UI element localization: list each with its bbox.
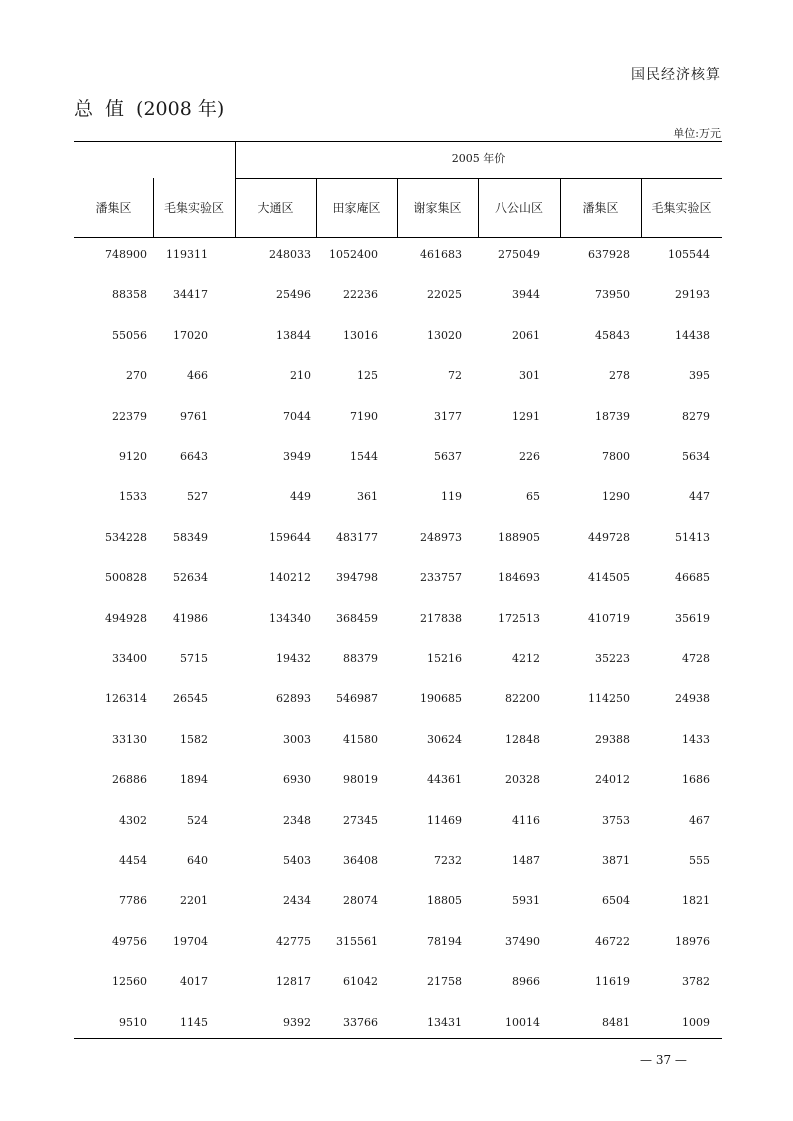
table-cell: 4454	[119, 854, 147, 867]
table-cell: 546987	[336, 692, 378, 706]
table-cell: 119	[441, 490, 462, 504]
table-cell: 26545	[173, 692, 208, 706]
table-cell: 18739	[595, 409, 630, 423]
table-cell: 6930	[283, 773, 311, 787]
table-cell: 33766	[343, 1015, 378, 1029]
table-cell: 1145	[180, 1015, 208, 1029]
table-cell: 1544	[350, 450, 378, 463]
table-cell: 35223	[595, 652, 630, 665]
table-cell: 1290	[602, 490, 630, 504]
table-cell: 78194	[427, 934, 462, 948]
table-cell: 527	[187, 490, 208, 504]
title-char-2: 值	[105, 98, 125, 120]
table-cell: 5637	[434, 450, 462, 463]
table-cell: 41986	[173, 611, 208, 625]
table-cell: 19704	[173, 934, 208, 948]
table-cell: 11619	[595, 975, 630, 989]
table-cell: 395	[689, 369, 710, 383]
table-cell: 301	[519, 369, 540, 383]
price-basis-label: 2005 年价	[451, 152, 506, 165]
table-cell: 172513	[498, 611, 540, 625]
table-cell: 1291	[512, 409, 540, 423]
table-cell: 61042	[343, 975, 378, 989]
table-cell: 1533	[119, 490, 147, 504]
table-cell: 33130	[112, 732, 147, 746]
table-cell: 275049	[498, 248, 540, 261]
table-cell: 1009	[682, 1015, 710, 1029]
column-header: 毛集实验区	[163, 201, 224, 215]
table-cell: 28074	[343, 894, 378, 908]
table-cell: 4728	[682, 652, 710, 665]
table-cell: 10014	[505, 1015, 540, 1029]
table-cell: 36408	[343, 854, 378, 867]
table-cell: 188905	[498, 530, 540, 544]
table-cell: 5715	[180, 652, 208, 665]
table-cell: 361	[357, 490, 378, 504]
table-cell: 42775	[276, 934, 311, 948]
table-cell: 114250	[588, 692, 630, 706]
table-cell: 159644	[269, 530, 311, 544]
table-cell: 15216	[427, 652, 462, 665]
table-cell: 13431	[427, 1015, 462, 1029]
table-cell: 126314	[105, 692, 147, 706]
table-cell: 555	[689, 854, 710, 867]
table-cell: 20328	[505, 773, 540, 787]
table-cell: 637928	[588, 248, 630, 261]
table-cell: 483177	[336, 530, 378, 544]
table-cell: 18976	[675, 934, 710, 948]
table-cell: 30624	[427, 732, 462, 746]
table-cell: 210	[290, 369, 311, 383]
table-cell: 55056	[112, 328, 147, 342]
table-cell: 3753	[602, 813, 630, 827]
table-cell: 524	[187, 813, 208, 827]
table-cell: 46685	[675, 571, 710, 585]
table-cell: 88358	[112, 288, 147, 302]
column-header: 田家庵区	[332, 201, 381, 215]
table-cell: 46722	[595, 934, 630, 948]
table-cell: 270	[126, 369, 147, 383]
header-rule-lower	[74, 237, 722, 238]
table-cell: 7786	[119, 894, 147, 908]
table-cell: 1433	[682, 732, 710, 746]
table-cell: 4302	[119, 813, 147, 827]
table-bottom-rule	[74, 1038, 722, 1039]
table-cell: 25496	[276, 288, 311, 302]
table-cell: 51413	[675, 530, 710, 544]
table-cell: 7044	[283, 409, 311, 423]
table-cell: 4212	[512, 652, 540, 665]
table-cell: 72	[448, 369, 462, 383]
table-cell: 13844	[276, 328, 311, 342]
table-cell: 184693	[498, 571, 540, 585]
column-header: 潘集区	[95, 201, 132, 215]
table-cell: 13020	[427, 328, 462, 342]
table-cell: 12817	[276, 975, 311, 989]
table-cell: 8966	[512, 975, 540, 989]
table-cell: 1686	[682, 773, 710, 787]
table-cell: 2201	[180, 894, 208, 908]
column-header: 谢家集区	[413, 201, 462, 215]
table-cell: 226	[519, 450, 540, 463]
table-cell: 248033	[269, 248, 311, 261]
table-cell: 82200	[505, 692, 540, 706]
column-header: 大通区	[257, 201, 294, 215]
unit-label: 单位:万元	[673, 127, 721, 140]
table-cell: 27345	[343, 813, 378, 827]
table-cell: 7232	[434, 854, 462, 867]
table-cell: 3944	[512, 288, 540, 302]
table-cell: 1487	[512, 854, 540, 867]
table-cell: 34417	[173, 288, 208, 302]
table-cell: 278	[609, 369, 630, 383]
title-year: (2008 年)	[136, 98, 225, 120]
table-cell: 315561	[336, 934, 378, 948]
table-cell: 2434	[283, 894, 311, 908]
table-cell: 534228	[105, 530, 147, 544]
table-cell: 414505	[588, 571, 630, 585]
table-cell: 248973	[420, 530, 462, 544]
table-cell: 98019	[343, 773, 378, 787]
table-cell: 24012	[595, 773, 630, 787]
table-cell: 125	[357, 369, 378, 383]
page-title	[74, 94, 224, 121]
table-cell: 41580	[343, 732, 378, 746]
table-cell: 3003	[283, 732, 311, 746]
table-cell: 466	[187, 369, 208, 383]
table-cell: 461683	[420, 248, 462, 261]
table-cell: 49756	[112, 934, 147, 948]
table-cell: 1582	[180, 732, 208, 746]
table-cell: 21758	[427, 975, 462, 989]
table-cell: 8481	[602, 1015, 630, 1029]
table-cell: 447	[689, 490, 710, 504]
table-cell: 9392	[283, 1015, 311, 1029]
table-cell: 7190	[350, 409, 378, 423]
table-cell: 29388	[595, 732, 630, 746]
table-top-rule	[74, 141, 722, 142]
table-cell: 88379	[343, 652, 378, 665]
table-cell: 12848	[505, 732, 540, 746]
table-cell: 449	[290, 490, 311, 504]
table-cell: 11469	[427, 813, 462, 827]
table-cell: 140212	[269, 571, 311, 585]
table-cell: 2348	[283, 813, 311, 827]
page-number: — 37 —	[640, 1053, 687, 1067]
table-cell: 19432	[276, 652, 311, 665]
title-char-1: 总	[74, 98, 94, 120]
table-cell: 5403	[283, 854, 311, 867]
table-cell: 26886	[112, 773, 147, 787]
table-cell: 6504	[602, 894, 630, 908]
table-cell: 640	[187, 854, 208, 867]
table-cell: 12560	[112, 975, 147, 989]
table-cell: 22025	[427, 288, 462, 302]
table-cell: 58349	[173, 530, 208, 544]
table-cell: 494928	[105, 611, 147, 625]
table-cell: 410719	[588, 611, 630, 625]
table-cell: 44361	[427, 773, 462, 787]
table-cell: 500828	[105, 571, 147, 585]
table-cell: 35619	[675, 611, 710, 625]
table-cell: 233757	[420, 571, 462, 585]
table-cell: 190685	[420, 692, 462, 706]
table-cell: 4116	[512, 813, 540, 827]
table-cell: 8279	[682, 409, 710, 423]
table-cell: 1894	[180, 773, 208, 787]
table-cell: 134340	[269, 611, 311, 625]
table-cell: 119311	[166, 248, 208, 261]
table-cell: 45843	[595, 328, 630, 342]
table-cell: 3949	[283, 450, 311, 463]
table-cell: 748900	[105, 248, 147, 261]
table-cell: 1821	[682, 894, 710, 908]
table-cell: 22236	[343, 288, 378, 302]
table-cell: 33400	[112, 652, 147, 665]
table-cell: 62893	[276, 692, 311, 706]
table-cell: 3782	[682, 975, 710, 989]
table-cell: 22379	[112, 409, 147, 423]
table-cell: 449728	[588, 530, 630, 544]
table-cell: 9120	[119, 450, 147, 463]
table-cell: 2061	[512, 328, 540, 342]
table-cell: 52634	[173, 571, 208, 585]
section-header: 国民经济核算	[631, 67, 721, 83]
table-cell: 73950	[595, 288, 630, 302]
table-cell: 6643	[180, 450, 208, 463]
table-cell: 368459	[336, 611, 378, 625]
table-cell: 5931	[512, 894, 540, 908]
table-cell: 29193	[675, 288, 710, 302]
table-cell: 9761	[180, 409, 208, 423]
table-cell: 18805	[427, 894, 462, 908]
table-cell: 14438	[675, 328, 710, 342]
table-cell: 65	[526, 490, 540, 504]
table-cell: 5634	[682, 450, 710, 463]
table-cell: 9510	[119, 1015, 147, 1029]
table-cell: 37490	[505, 934, 540, 948]
column-header: 潘集区	[582, 201, 619, 215]
column-header: 毛集实验区	[651, 201, 712, 215]
table-cell: 217838	[420, 611, 462, 625]
table-cell: 13016	[343, 328, 378, 342]
column-header: 八公山区	[494, 201, 543, 215]
table-cell: 394798	[336, 571, 378, 585]
table-cell: 17020	[173, 328, 208, 342]
table-cell: 105544	[668, 248, 710, 261]
table-cell: 24938	[675, 692, 710, 706]
table-cell: 3177	[434, 409, 462, 423]
table-cell: 467	[689, 813, 710, 827]
table-cell: 4017	[180, 975, 208, 989]
table-cell: 7800	[602, 450, 630, 463]
table-cell: 1052400	[329, 248, 378, 261]
table-cell: 3871	[602, 854, 630, 867]
